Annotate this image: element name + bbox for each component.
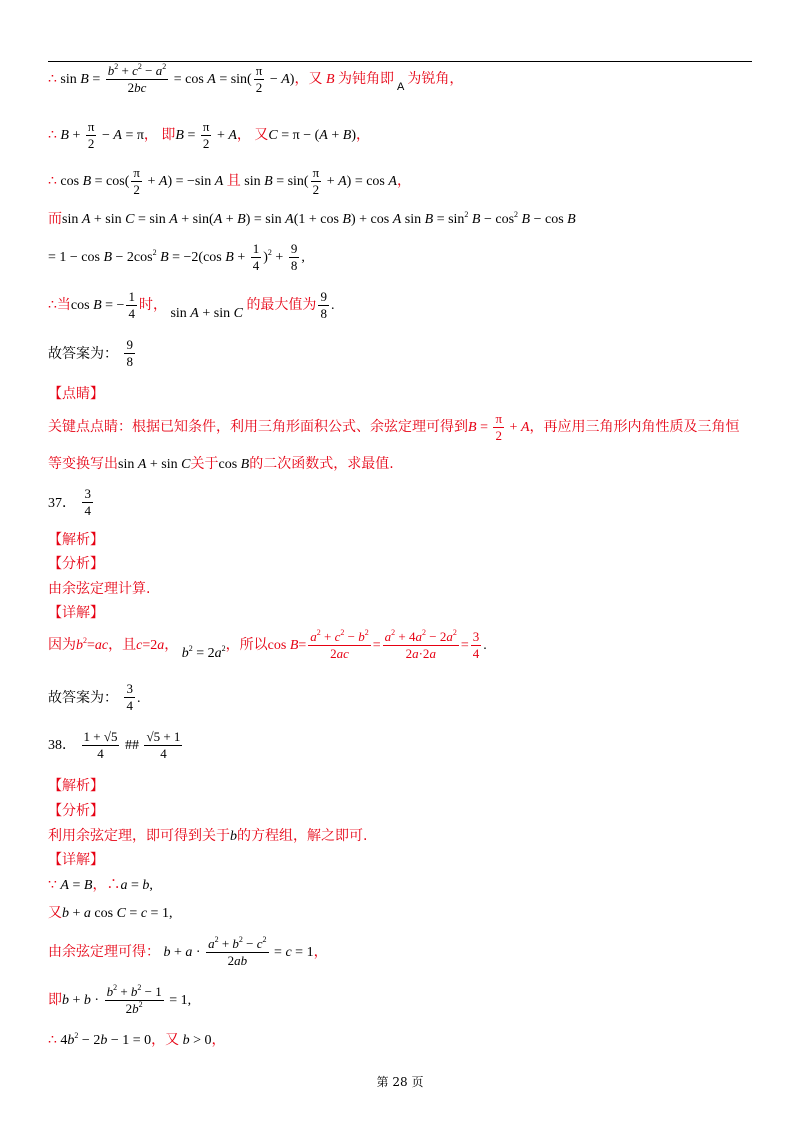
q37-jiexi: 【解析】 — [48, 532, 104, 548]
line-3: ∴ cos B = cos( $\frac{\pi}{2}$ + A) = −sin A 且 sin B = sin( $\frac{\pi}{2}$ + A) = cos A， — [48, 165, 411, 198]
line-6: ∴当cos B = − $\frac{1}{4}$ 时， sin A + sin C 的最大值为 $\frac{9}{8}$ . — [48, 289, 335, 322]
q37-header: 37． $\frac{3}{4}$ — [48, 486, 91, 519]
q38-xiangjie: 【详解】 — [48, 852, 104, 868]
q38-line-3: 由余弦定理可得： b + a · $\frac{a^2 + b^2 - c^2}{2ab}$ = c = 1， — [48, 935, 328, 969]
q37-xiangjie: 【详解】 — [48, 605, 104, 621]
q37-answer: 故答案为： $\frac{3}{4}$ . — [48, 681, 141, 714]
q38-header: 38． $\frac{1 + √5}{4}$ ## $\frac{√5 + 1}{4}$ — [48, 729, 181, 762]
line-5: = $1 - \cos B - 2\cos^2$ B = −2(cos B + $\frac{1}{4}$ )$^2$ + $\frac{9}{8}$ , — [48, 241, 305, 274]
q38-fenxi: 【分析】 — [48, 803, 104, 819]
q38-line-4: 即b + b · $\frac{b^2 + b^2 - 1}{2b^2}$ = 1, — [48, 983, 192, 1017]
q38-jiexi: 【解析】 — [48, 778, 104, 794]
q38-fenxi-text: 利用余弦定理，即可得到关于b的方程组，解之即可. — [48, 828, 368, 844]
page-footer: 第 28 页 — [376, 1075, 424, 1089]
line-4: 而sin A + sin C = sin A + sin(A + B) = sin A(1 + cos B) + cos A $\sin B = \sin^2 B - \cos^2 B - \cos B$ — [48, 210, 576, 227]
q38-line-1: ∵ A = B，∴a = b, — [48, 878, 153, 893]
dianjing-heading: 【点睛】 — [48, 386, 104, 402]
dianjing-line-2: 等变换写出sin A + sin C关于cos B的二次函数式，求最值. — [48, 456, 394, 472]
q37-fenxi-text: 由余弦定理计算. — [48, 581, 151, 597]
line-2: ∴ B + $\frac{\pi}{2}$ − A = π， 即B = $\frac{\pi}{2}$ + A， 又C = π − (A + B)， — [48, 119, 370, 152]
line-7-answer: 故答案为： $\frac{9}{8}$ — [48, 337, 133, 370]
dianjing-line-1: 关键点点睛：根据已知条件，利用三角形面积公式、余弦定理可得到B = $\frac{\pi}{2}$ + A，再应用三角形内角性质及三角恒 — [48, 411, 740, 444]
line-1: ∴ sin B = $\frac{b^2 + c^2 - a^2}{2bc}$ = cos A = sin( $\frac{\pi}{2}$ − A)，又 B 为钝角即 $_A$ 为锐角， — [48, 62, 464, 96]
q38-line-5: ∴ $4b^2 - 2b - 1 = 0$，又 b > 0， — [48, 1031, 226, 1048]
q37-fenxi: 【分析】 — [48, 556, 104, 572]
header-rule — [48, 61, 752, 62]
q37-solution: 因为$b^2=ac$，且c=2a， $b^2 = 2a^2$，所以cos B= $\frac{a^2 + c^2 - b^2}{2ac}$ = $\frac{a^2 + 4a^2 - 2a^2}{2a\cdot 2a}$ = $\frac{3}{4}$ . — [48, 628, 487, 662]
q38-line-2: 又b + a cos C = c = 1, — [48, 905, 173, 921]
